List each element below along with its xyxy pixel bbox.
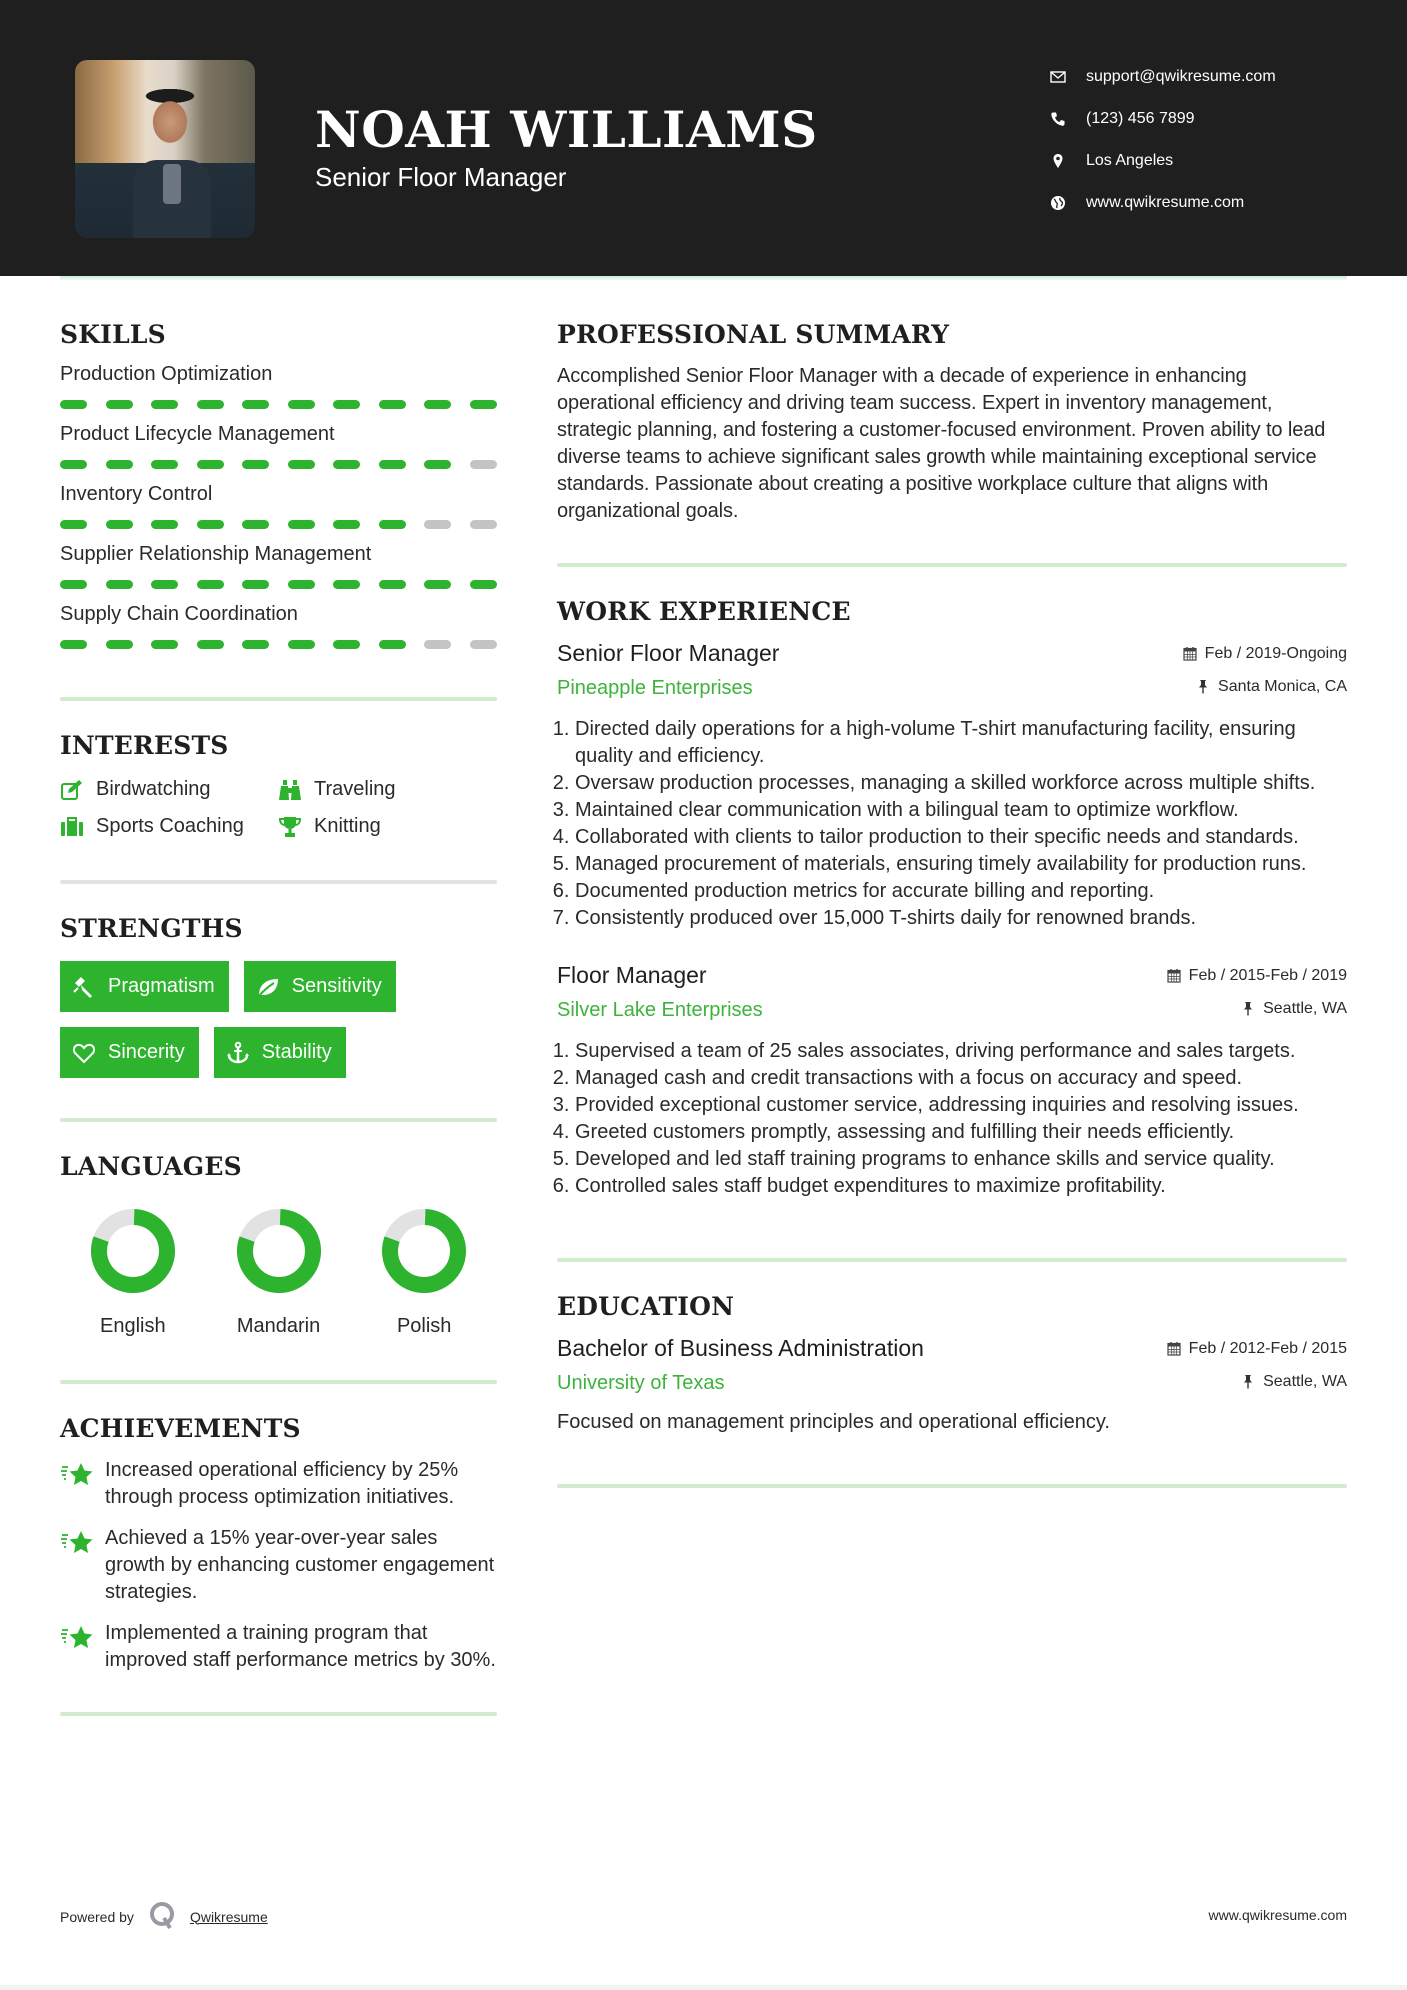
strength-badge bbox=[60, 961, 229, 1012]
contact-location-text: Los Angeles bbox=[1086, 152, 1174, 169]
footer-website[interactable]: www.qwikresume.com bbox=[1208, 1907, 1347, 1923]
map-marker-icon bbox=[1050, 153, 1086, 169]
summary-text: Accomplished Senior Floor Manager with a decade of experience in enhancing operational efficiency and driving team success. Expert in inventory management, strategic planning, and fostering a customer-focused environment. Proven ability to lead diverse teams to achieve significant sales growth while maintaining exceptional service standards. Passionate about creating a positive workplace culture that aligns with organizational goals. bbox=[557, 365, 1326, 522]
skill-dot-filled bbox=[197, 460, 224, 469]
strength-label: Pragmatism bbox=[108, 975, 215, 997]
language-label: Mandarin bbox=[236, 1315, 321, 1337]
job-title: Senior Floor Manager bbox=[557, 640, 780, 666]
gavel-icon bbox=[72, 975, 96, 999]
skill-dot-filled bbox=[333, 520, 360, 529]
qwikresume-link[interactable]: Qwikresume bbox=[189, 1908, 268, 1925]
interest-item bbox=[60, 815, 278, 838]
strength-badge bbox=[244, 961, 396, 1012]
skill-label: Inventory Control bbox=[60, 483, 213, 505]
section-divider bbox=[60, 1380, 497, 1384]
job-bullets bbox=[557, 1038, 1347, 1200]
skill-dot-filled bbox=[106, 520, 133, 529]
language-ring-chart bbox=[235, 1207, 323, 1295]
skill-dot-filled bbox=[106, 640, 133, 649]
footer-branding bbox=[60, 1900, 268, 1933]
skill-rating bbox=[60, 640, 497, 649]
interest-item bbox=[278, 815, 497, 838]
section-divider bbox=[60, 880, 497, 884]
strength-badge bbox=[214, 1027, 346, 1078]
job-location-text: Seattle, WA bbox=[1263, 999, 1347, 1017]
calendar-icon bbox=[1167, 1341, 1181, 1356]
skill-dot-filled bbox=[242, 400, 269, 409]
skills-list bbox=[60, 363, 497, 649]
company-name: Silver Lake Enterprises bbox=[557, 999, 763, 1021]
job-bullet: 1. Directed daily operations for a high-volume T-shirt manufacturing facility, ensuring quality and efficiency. bbox=[575, 716, 1347, 770]
candidate-name: NOAH WILLIAMS bbox=[315, 100, 818, 159]
skill-rating bbox=[60, 460, 497, 469]
skill-dot-filled bbox=[197, 580, 224, 589]
section-title-experience: WORK EXPERIENCE bbox=[557, 597, 851, 626]
skill-dot-filled bbox=[106, 580, 133, 589]
skill-dot-filled bbox=[424, 400, 451, 409]
skill-item bbox=[60, 543, 497, 589]
candidate-role: Senior Floor Manager bbox=[315, 162, 567, 192]
job-bullet: 1. Supervised a team of 25 sales associates, driving performance and sales targets. bbox=[575, 1038, 1347, 1065]
job-dates-text: Feb / 2015-Feb / 2019 bbox=[1188, 966, 1347, 984]
skill-item bbox=[60, 363, 497, 409]
job-bullet: 7. Consistently produced over 15,000 T-shirts daily for renowned brands. bbox=[575, 905, 1347, 932]
job-bullet: 5. Managed procurement of materials, ensuring timely availability for production runs. bbox=[575, 851, 1347, 878]
interest-label: Traveling bbox=[314, 778, 396, 800]
interest-item bbox=[60, 778, 278, 801]
pushpin-icon bbox=[1196, 679, 1210, 694]
job-bullet: 2. Oversaw production processes, managing a skilled workforce across multiple shifts. bbox=[575, 770, 1347, 797]
calendar-icon bbox=[1167, 968, 1181, 983]
pushpin-icon bbox=[1241, 1001, 1255, 1016]
skill-dot-filled bbox=[106, 460, 133, 469]
job-bullet: 6. Controlled sales staff budget expenditures to maximize profitability. bbox=[575, 1173, 1347, 1200]
skill-label: Supply Chain Coordination bbox=[60, 603, 298, 625]
skill-dot-filled bbox=[379, 640, 406, 649]
strengths-list bbox=[60, 961, 497, 1078]
job-bullet: 6. Documented production metrics for accurate billing and reporting. bbox=[575, 878, 1347, 905]
interest-label: Birdwatching bbox=[96, 778, 211, 800]
skill-dot-empty bbox=[470, 640, 497, 649]
section-divider bbox=[60, 1118, 497, 1122]
skill-dot-filled bbox=[333, 580, 360, 589]
section-divider bbox=[557, 1484, 1347, 1488]
anchor-icon bbox=[226, 1041, 250, 1065]
star-icon bbox=[60, 1525, 105, 1606]
phone-icon bbox=[1050, 111, 1086, 127]
skill-dot-empty bbox=[470, 460, 497, 469]
job-dates bbox=[1183, 645, 1347, 663]
interests-section bbox=[60, 731, 497, 838]
contact-list bbox=[1050, 56, 1276, 224]
interest-item bbox=[278, 778, 497, 801]
contact-email[interactable] bbox=[1050, 56, 1276, 98]
skill-dot-filled bbox=[379, 580, 406, 589]
languages-section bbox=[60, 1152, 497, 1338]
skill-dot-filled bbox=[242, 520, 269, 529]
education-location bbox=[1241, 1373, 1347, 1391]
skill-dot-filled bbox=[379, 460, 406, 469]
job-entry bbox=[557, 640, 1347, 932]
skill-dot-filled bbox=[197, 400, 224, 409]
profile-photo bbox=[75, 60, 255, 238]
job-dates bbox=[1167, 967, 1347, 985]
star-icon bbox=[60, 1620, 105, 1674]
edit-icon bbox=[60, 779, 96, 801]
job-dates-text: Feb / 2019-Ongoing bbox=[1204, 644, 1347, 662]
skill-dot-filled bbox=[151, 400, 178, 409]
section-title-skills: SKILLS bbox=[60, 320, 166, 349]
languages-list bbox=[60, 1207, 497, 1338]
skill-dot-filled bbox=[151, 580, 178, 589]
skill-dot-filled bbox=[333, 400, 360, 409]
skill-dot-filled bbox=[106, 400, 133, 409]
skill-dot-filled bbox=[242, 580, 269, 589]
envelope-icon bbox=[1050, 69, 1086, 85]
job-bullet: 5. Developed and led staff training programs to enhance skills and service quality. bbox=[575, 1146, 1347, 1173]
skill-dot-filled bbox=[60, 460, 87, 469]
strength-label: Sensitivity bbox=[291, 975, 382, 997]
section-title-achievements: ACHIEVEMENTS bbox=[60, 1414, 301, 1443]
skill-rating bbox=[60, 400, 497, 409]
skill-dot-filled bbox=[379, 400, 406, 409]
achievements-section bbox=[60, 1414, 497, 1674]
summary-section bbox=[557, 320, 1347, 525]
job-bullet: 4. Greeted customers promptly, assessing and fulfilling their needs efficiently. bbox=[575, 1119, 1347, 1146]
skill-dot-filled bbox=[379, 520, 406, 529]
job-entry bbox=[557, 962, 1347, 1200]
contact-location bbox=[1050, 140, 1276, 182]
interest-label: Knitting bbox=[314, 815, 381, 837]
skill-dot-filled bbox=[60, 640, 87, 649]
experience-section bbox=[557, 597, 1347, 1200]
language-label: Polish bbox=[396, 1315, 452, 1337]
job-location bbox=[1241, 1000, 1347, 1018]
skill-dot-empty bbox=[424, 640, 451, 649]
school-name: University of Texas bbox=[557, 1372, 725, 1394]
language-item bbox=[206, 1207, 352, 1338]
achievement-text: Implemented a training program that improved staff performance metrics by 30%. bbox=[105, 1622, 496, 1671]
skills-section bbox=[60, 320, 497, 649]
skill-dot-filled bbox=[424, 460, 451, 469]
skill-dot-filled bbox=[470, 400, 497, 409]
leaf-icon bbox=[256, 975, 280, 999]
calendar-icon bbox=[1183, 646, 1197, 661]
skill-item bbox=[60, 423, 497, 469]
skill-dot-filled bbox=[470, 580, 497, 589]
section-title-interests: INTERESTS bbox=[60, 731, 229, 760]
resume-header bbox=[0, 0, 1407, 276]
section-title-strengths: STRENGTHS bbox=[60, 914, 243, 943]
contact-website-text: www.qwikresume.com bbox=[1086, 194, 1245, 211]
star-icon bbox=[60, 1457, 105, 1511]
contact-phone-text: (123) 456 7899 bbox=[1086, 110, 1195, 127]
section-divider bbox=[557, 563, 1347, 567]
degree-title: Bachelor of Business Administration bbox=[557, 1335, 924, 1361]
globe-icon bbox=[1050, 195, 1086, 211]
company-name: Pineapple Enterprises bbox=[557, 677, 753, 699]
left-column bbox=[60, 320, 497, 1716]
contact-email-text: support@qwikresume.com bbox=[1086, 68, 1276, 85]
page-bottom-edge bbox=[0, 1985, 1407, 1990]
education-dates bbox=[1167, 1340, 1347, 1358]
skill-dot-filled bbox=[288, 580, 315, 589]
job-bullet: 2. Managed cash and credit transactions with a focus on accuracy and speed. bbox=[575, 1065, 1347, 1092]
job-bullets bbox=[557, 716, 1347, 932]
skill-dot-filled bbox=[151, 460, 178, 469]
skill-dot-filled bbox=[151, 520, 178, 529]
job-title: Floor Manager bbox=[557, 962, 707, 988]
contact-phone[interactable] bbox=[1050, 98, 1276, 140]
achievement-item bbox=[60, 1525, 497, 1606]
language-item bbox=[351, 1207, 497, 1338]
skill-dot-filled bbox=[288, 520, 315, 529]
skill-label: Supplier Relationship Management bbox=[60, 543, 372, 565]
education-dates-text: Feb / 2012-Feb / 2015 bbox=[1188, 1339, 1347, 1357]
section-divider bbox=[557, 1258, 1347, 1262]
photo-shirt bbox=[163, 164, 181, 204]
skill-dot-filled bbox=[60, 400, 87, 409]
trophy-icon bbox=[278, 816, 314, 838]
skill-dot-filled bbox=[288, 460, 315, 469]
skill-label: Production Optimization bbox=[60, 363, 273, 385]
skill-dot-empty bbox=[470, 520, 497, 529]
skill-dot-filled bbox=[60, 520, 87, 529]
interests-list bbox=[60, 778, 497, 838]
language-label: English bbox=[100, 1315, 166, 1337]
section-divider bbox=[60, 1712, 497, 1716]
achievement-text: Increased operational efficiency by 25% through process optimization initiatives. bbox=[105, 1459, 459, 1508]
skill-rating bbox=[60, 520, 497, 529]
education-location-text: Seattle, WA bbox=[1263, 1372, 1347, 1390]
skill-dot-filled bbox=[60, 580, 87, 589]
suitcase-icon bbox=[60, 816, 96, 838]
interest-label: Sports Coaching bbox=[96, 815, 244, 837]
skill-dot-filled bbox=[288, 400, 315, 409]
achievement-item bbox=[60, 1457, 497, 1511]
language-item bbox=[60, 1207, 206, 1338]
contact-website[interactable] bbox=[1050, 182, 1276, 224]
section-divider bbox=[60, 697, 497, 701]
skill-dot-filled bbox=[333, 460, 360, 469]
powered-by-label: Powered by bbox=[60, 1908, 134, 1925]
section-title-summary: PROFESSIONAL SUMMARY bbox=[557, 320, 950, 349]
education-description: Focused on management principles and operational efficiency. bbox=[557, 1411, 1110, 1433]
achievement-item bbox=[60, 1620, 497, 1674]
skill-rating bbox=[60, 580, 497, 589]
strength-badge bbox=[60, 1027, 199, 1078]
binoculars-icon bbox=[278, 779, 314, 801]
pushpin-icon bbox=[1241, 1374, 1255, 1389]
skill-label: Product Lifecycle Management bbox=[60, 423, 335, 445]
header-accent-line bbox=[60, 276, 1347, 280]
skill-item bbox=[60, 603, 497, 649]
job-location-text: Santa Monica, CA bbox=[1218, 677, 1347, 695]
skill-dot-filled bbox=[242, 640, 269, 649]
skill-dot-empty bbox=[424, 520, 451, 529]
section-title-education: EDUCATION bbox=[557, 1292, 735, 1321]
skill-dot-filled bbox=[288, 640, 315, 649]
language-ring-chart bbox=[380, 1207, 468, 1295]
skill-item bbox=[60, 483, 497, 529]
job-bullet: 3. Maintained clear communication with a bilingual team to optimize workflow. bbox=[575, 797, 1347, 824]
skill-dot-filled bbox=[333, 640, 360, 649]
achievement-text: Achieved a 15% year-over-year sales growth by enhancing customer engagement strategies. bbox=[105, 1527, 495, 1603]
qwikresume-logo-icon bbox=[148, 1900, 178, 1933]
language-ring-chart bbox=[89, 1207, 177, 1295]
skill-dot-filled bbox=[151, 640, 178, 649]
strength-label: Stability bbox=[261, 1041, 332, 1063]
skill-dot-filled bbox=[197, 520, 224, 529]
skill-dot-filled bbox=[242, 460, 269, 469]
education-section bbox=[557, 1292, 1347, 1434]
heart-icon bbox=[72, 1041, 96, 1065]
skill-dot-filled bbox=[197, 640, 224, 649]
strengths-section bbox=[60, 914, 497, 1078]
skill-dot-filled bbox=[424, 580, 451, 589]
job-bullet: 4. Collaborated with clients to tailor production to their specific needs and standards. bbox=[575, 824, 1347, 851]
job-location bbox=[1196, 678, 1347, 696]
section-title-languages: LANGUAGES bbox=[60, 1152, 242, 1181]
job-bullet: 3. Provided exceptional customer service, addressing inquiries and resolving issues. bbox=[575, 1092, 1347, 1119]
right-column bbox=[557, 320, 1347, 1488]
strength-label: Sincerity bbox=[108, 1041, 185, 1063]
